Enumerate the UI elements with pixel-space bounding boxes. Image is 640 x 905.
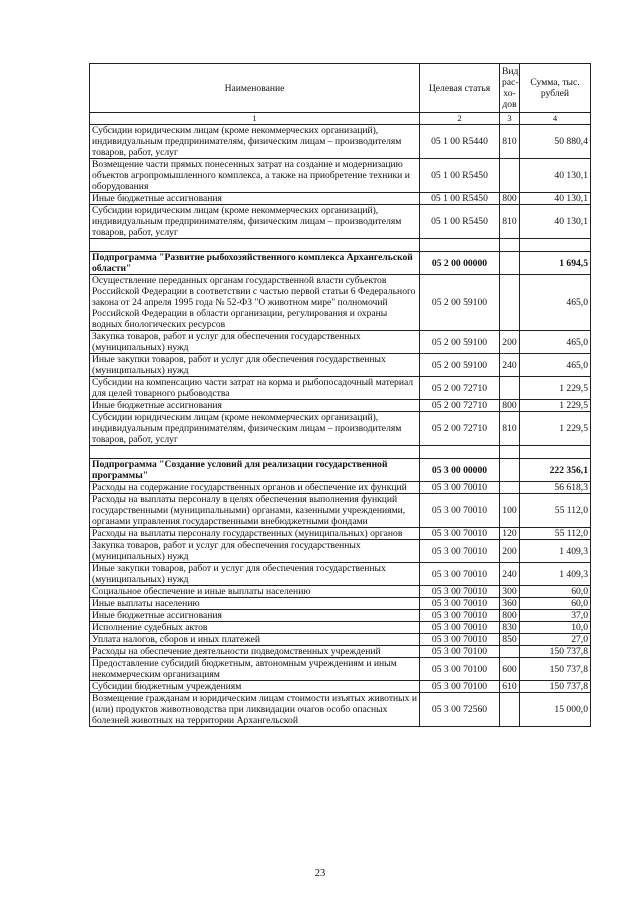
row-vid-cell: 600 [500,658,520,681]
row-vid-cell: 800 [500,193,520,205]
spacer-row [90,446,591,459]
spacer-cell [420,446,500,459]
row-code-cell: 05 3 00 70010 [420,494,500,528]
column-number: 3 [500,113,520,125]
row-name-cell: Иные закупки товаров, работ и услуг для обеспечения государственных (муниципальных) нужд [90,563,420,586]
table-row [90,205,591,239]
row-code-cell: 05 3 00 70010 [420,586,500,598]
spacer-cell [90,239,420,252]
table-row [90,646,591,658]
row-vid-cell: 810 [500,125,520,159]
table-row [90,610,591,622]
row-name-cell: Возмещение части прямых понесенных затрат на создание и модернизацию объектов агропромышленного комплекса, а также на приобретение техники и оборудования [90,159,420,193]
row-vid-cell: 830 [500,622,520,634]
row-sum-cell: 37,0 [520,610,591,622]
table-row [90,275,591,331]
header-name: Наименование [90,64,420,113]
table-row [90,693,591,727]
row-vid-cell: 120 [500,528,520,540]
row-code-cell: 05 3 00 70100 [420,646,500,658]
row-name-cell: Иные закупки товаров, работ и услуг для обеспечения государственных (муниципальных) нужд [90,354,420,377]
row-name-cell: Закупка товаров, работ и услуг для обеспечения государственных (муниципальных) нужд [90,540,420,563]
row-vid-cell: 800 [500,610,520,622]
row-code-cell: 05 2 00 72710 [420,412,500,446]
row-vid-cell: 200 [500,540,520,563]
row-vid-cell [500,693,520,727]
table-row [90,622,591,634]
row-sum-cell: 15 000,0 [520,693,591,727]
row-code-cell: 05 3 00 70010 [420,563,500,586]
table-row [90,354,591,377]
row-name-cell: Подпрограмма "Развитие рыбохозяйственного комплекса Архангельской области" [90,252,420,275]
row-sum-cell: 150 737,8 [520,681,591,693]
row-vid-cell: 100 [500,494,520,528]
row-name-cell: Субсидии на компенсацию части затрат на корма и рыбопосадочный материал для целей товарного рыбоводства [90,377,420,400]
row-vid-cell: 610 [500,681,520,693]
row-name-cell: Иные выплаты населению [90,598,420,610]
spacer-cell [90,446,420,459]
table-row [90,331,591,354]
row-name-cell: Расходы на выплаты персоналу в целях обеспечения выполнения функций государственными (муниципальными) органами, казенными учреждениями, органами управления государственными внебюджетными фондами [90,494,420,528]
row-code-cell: 05 3 00 70100 [420,681,500,693]
row-name-cell: Предоставление субсидий бюджетным, автономным учреждениям и иным некоммерческим организациям [90,658,420,681]
table-row [90,125,591,159]
table-row [90,193,591,205]
table-row [90,377,591,400]
row-sum-cell: 150 737,8 [520,646,591,658]
row-sum-cell: 60,0 [520,598,591,610]
row-sum-cell: 50 880,4 [520,125,591,159]
row-code-cell: 05 2 00 59100 [420,331,500,354]
row-sum-cell: 1 409,3 [520,540,591,563]
table-row [90,528,591,540]
row-code-cell: 05 3 00 70010 [420,482,500,494]
spacer-cell [520,446,591,459]
row-vid-cell [500,159,520,193]
spacer-row [90,239,591,252]
row-code-cell: 05 2 00 72710 [420,377,500,400]
row-vid-cell [500,275,520,331]
header-vid: Вид рас-хо-дов [500,64,520,113]
row-name-cell: Субсидии юридическим лицам (кроме некоммерческих организаций), индивидуальным предпринимателям, физическим лицам – производителям товаров, работ, услуг [90,205,420,239]
table-row [90,658,591,681]
row-sum-cell: 1 229,5 [520,412,591,446]
spacer-cell [420,239,500,252]
row-code-cell: 05 1 00 R5440 [420,125,500,159]
row-name-cell: Иные бюджетные ассигнования [90,400,420,412]
row-vid-cell: 240 [500,354,520,377]
row-sum-cell: 40 130,1 [520,159,591,193]
column-number: 4 [520,113,591,125]
row-sum-cell: 465,0 [520,275,591,331]
table-row [90,482,591,494]
row-name-cell: Возмещение гражданам и юридическим лицам стоимости изъятых животных и (или) продуктов животноводства при ликвидации очагов особо опасных болезней животных на территории Архангельской [90,693,420,727]
page-number: 23 [314,868,326,879]
row-code-cell: 05 3 00 70010 [420,598,500,610]
row-sum-cell: 56 618,3 [520,482,591,494]
row-name-cell: Закупка товаров, работ и услуг для обеспечения государственных (муниципальных) нужд [90,331,420,354]
table-row [90,400,591,412]
table-row [90,494,591,528]
row-sum-cell: 1 229,5 [520,400,591,412]
row-name-cell: Исполнение судебных актов [90,622,420,634]
row-code-cell: 05 3 00 70010 [420,540,500,563]
row-vid-cell: 360 [500,598,520,610]
row-vid-cell: 800 [500,400,520,412]
row-code-cell: 05 2 00 72710 [420,400,500,412]
row-name-cell: Расходы на обеспечение деятельности подведомственных учреждений [90,646,420,658]
row-code-cell: 05 3 00 70100 [420,658,500,681]
row-code-cell: 05 2 00 59100 [420,275,500,331]
row-code-cell: 05 2 00 59100 [420,354,500,377]
spacer-cell [500,239,520,252]
row-code-cell: 05 3 00 00000 [420,459,500,482]
row-sum-cell: 10,0 [520,622,591,634]
column-number: 2 [420,113,500,125]
row-name-cell: Субсидии юридическим лицам (кроме некоммерческих организаций), индивидуальным предпринимателям, физическим лицам – производителям товаров, работ, услуг [90,412,420,446]
row-sum-cell: 55 112,0 [520,494,591,528]
row-vid-cell: 810 [500,412,520,446]
row-sum-cell: 465,0 [520,354,591,377]
row-sum-cell: 1 694,5 [520,252,591,275]
row-name-cell: Субсидии бюджетным учреждениям [90,681,420,693]
spacer-cell [500,446,520,459]
row-sum-cell: 27,0 [520,634,591,646]
header-sum: Сумма, тыс. рублей [520,64,591,113]
row-sum-cell: 222 356,1 [520,459,591,482]
row-code-cell: 05 3 00 70010 [420,634,500,646]
row-code-cell: 05 3 00 72560 [420,693,500,727]
row-code-cell: 05 2 00 00000 [420,252,500,275]
table-row [90,634,591,646]
column-number: 1 [90,113,420,125]
row-sum-cell: 150 737,8 [520,658,591,681]
table-row [90,159,591,193]
row-vid-cell [500,646,520,658]
column-number-row [90,113,591,125]
row-code-cell: 05 1 00 R5450 [420,159,500,193]
table-row [90,412,591,446]
row-vid-cell [500,459,520,482]
row-vid-cell: 810 [500,205,520,239]
row-sum-cell: 55 112,0 [520,528,591,540]
row-vid-cell: 240 [500,563,520,586]
row-vid-cell [500,377,520,400]
row-name-cell: Субсидии юридическим лицам (кроме некоммерческих организаций), индивидуальным предпринимателям, физическим лицам – производителям товаров, работ, услуг [90,125,420,159]
row-name-cell: Расходы на выплаты персоналу государственных (муниципальных) органов [90,528,420,540]
row-vid-cell: 200 [500,331,520,354]
row-code-cell: 05 3 00 70010 [420,622,500,634]
budget-table [89,63,591,727]
row-sum-cell: 60,0 [520,586,591,598]
row-vid-cell: 850 [500,634,520,646]
row-name-cell: Осуществление переданных органам государственной власти субъектов Российской Федерации в соответствии с частью первой статьи 6 Федерального закона от 24 апреля 1995 года № 52-ФЗ "О животном мире" полномочий Российской Федерации в области организации, регулирования и охраны водных биологических ресурсов [90,275,420,331]
row-name-cell: Подпрограмма "Создание условий для реализации государственной программы" [90,459,420,482]
row-name-cell: Социальное обеспечение и иные выплаты населению [90,586,420,598]
row-name-cell: Расходы на содержание государственных органов и обеспечение их функций [90,482,420,494]
subprogram-row [90,252,591,275]
row-code-cell: 05 3 00 70010 [420,610,500,622]
row-code-cell: 05 3 00 70010 [420,528,500,540]
spacer-cell [520,239,591,252]
row-sum-cell: 1 229,5 [520,377,591,400]
table-row [90,540,591,563]
row-sum-cell: 40 130,1 [520,193,591,205]
row-name-cell: Иные бюджетные ассигнования [90,610,420,622]
header-code: Целевая статья [420,64,500,113]
row-sum-cell: 465,0 [520,331,591,354]
row-vid-cell: 300 [500,586,520,598]
subprogram-row [90,459,591,482]
row-vid-cell [500,252,520,275]
row-sum-cell: 1 409,3 [520,563,591,586]
row-vid-cell [500,482,520,494]
row-sum-cell: 40 130,1 [520,205,591,239]
table-row [90,563,591,586]
table-row [90,598,591,610]
table-header-row [90,64,591,113]
row-code-cell: 05 1 00 R5450 [420,205,500,239]
row-code-cell: 05 1 00 R5450 [420,193,500,205]
table-row [90,586,591,598]
table-row [90,681,591,693]
row-name-cell: Уплата налогов, сборов и иных платежей [90,634,420,646]
row-name-cell: Иные бюджетные ассигнования [90,193,420,205]
